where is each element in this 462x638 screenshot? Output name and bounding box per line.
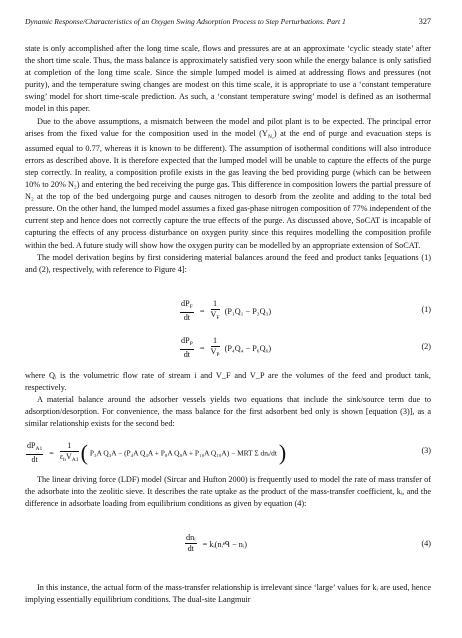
eq2-lhs: $\frac{dP_P}{dt}$ xyxy=(181,336,193,359)
running-header xyxy=(25,17,431,26)
body-text-bottom xyxy=(25,582,431,606)
eq1-coef: $\frac{1}{V_F}$ xyxy=(210,299,220,321)
eq2-number: (2) xyxy=(421,342,431,351)
paragraph-2 xyxy=(25,116,431,252)
eq3-coef: $\frac{1}{\varepsilon_bV_{A1}}$ xyxy=(59,441,79,463)
page-number: 327 xyxy=(418,17,431,26)
journal-page: Dynamic Response/Characteristics of an Oxygen Swing Adsorption Process to Step Perturbations. Part 1 327 state is only accomplished after the long time scale, flows and pressures are at an approximate ‘cyclic steady state’ after the short time scale. Thus, the mass balance is approximately satisfied very soon while the energy balance is only satisfied at completion of the long time scale. Since the simple lumped model is aimed at addressing flows and pressures (not purity), and the temperature swing changes are modest on this time scale, it is appropriate to use a ‘constant temperature swing’ model for short time-scale prediction. As such, a ‘constant temperature swing’ model is defined as an isothermal model in this paper. Due to the above assumptions, a mismatch between the model and pilot plant is to be expected. The principal error arises from the fixed value for the composition used in the model $(Y_{N_2})$ at the end of purge and evacuation steps is assumed equal to 0.77, whereas it is known to be different). The assumption of isothermal conditions will also introduce errors as described above. It is therefore expected that the lumped model will be unable to capture the effects of the purge step correctly. In reality, a composition profile exists in the gas leaving the bed providing purge (which can be between 10% to 20% N₂) and entering the bed receiving the purge gas. This difference in composition lowers the partial pressure of N₂ at the top of the bed undergoing purge and causes nitrogen to desorb from the zeolite and adding to the total bed pressure. On the other hand, the lumped model assumes a fixed gas-phase nitrogen composition of 77% independent of the current step and hence does not correctly capture the true effects of the purge. As discussed above, SoCAT is incapable of capturing the effects of any process disturbance on oxygen purity since this requires modelling the composition profile within the bed. A future study will show how the oxygen purity can be modelled by an appropriate extension of SoCAT. The model derivation begins by first considering material balances around the feed and product tanks [equations (1) and (2), respectively, with reference to Figure 4]: $\frac{dP_F}{dt}$ = $\frac{1}{V_F}$ (P₁Q₁ − P₃Q₃) (1) $\frac{dP_P}{dt}$ = $\frac{1}{V_P}$ (P₄Q₄ − P₆Q₆) (2) where Qᵢ is the volumetric flow rate of stream i and V_F and V_P are the volumes of the feed and product tank, respectively. A material balance around the adsorber vessels yields two equations that include the sink/source term due to adsorption/desorption. For convenience, the mass balance for the first adsorbent bed only is shown [equation (3)], as a similar relationship exists for the second bed: $\frac{dP_{A1}}{dt}$ = $\frac{1}{\varepsilon_bV_{A1}}$ ( P₃A Q₃A − (P₄A Q₄A + P₈A Q₈A + P₁₀A Q₁₀A) − MRT Σ dnᵢ/dt ) (3) The linear driving force (LDF) model (Sircar and Hufton 2000) is frequently used to model the rate of mass transfer of the adsorbate into the zeolitic sieve. It describes the rate uptake as the product of the mass-transfer coefficient, kᵢ, and the difference in adsorbate loading from equilibrium conditions as given by equation (4): $\frac{\text{dnᵢ}}{dt}$ = kᵢ(nᵢᵉᑫ − nᵢ) (4) In this instance, the actual form of the mass-transfer relationship is irrelevant since ‘large’ values for kᵢ are used, hence implying essentially equilibrium conditions. The dual-site Langmuir xyxy=(0,0,462,638)
eq1-lhs: $\frac{dP_F}{dt}$ xyxy=(181,299,193,322)
paragraph-2-subscript: N₂ xyxy=(267,133,274,140)
eq4-rhs: = kᵢ(nᵢᵉᑫ − nᵢ) xyxy=(202,539,247,549)
paragraph-2-end: ) at the end of purge and evacuation steps is assumed equal to 0.77, whereas it is known to be different). The assumption of isothermal conditions will also introduce errors as described above. It is therefore expected that the lumped model will be unable to capture the effects of the purge step correctly. In reality, a composition profile exists in the gas leaving the bed providing purge (which can be between 10% to 20% N₂) and entering the bed receiving the purge gas. This difference in composition lowers the partial pressure of N₂ at the top of the bed undergoing purge and causes nitrogen to desorb from the zeolite and adding to the total bed pressure. On the other hand, the lumped model assumes a fixed gas-phase nitrogen composition of 77% independent of the current step and hence does not correctly capture the true effects of the purge. As discussed above, SoCAT is incapable of capturing the effects of any process disturbance on oxygen purity since this requires modelling the composition profile within the bed. A future study will show how the oxygen purity can be modelled by an appropriate extension of SoCAT. xyxy=(25,128,431,250)
paragraph-7: In this instance, the actual form of the mass-transfer relationship is irrelevant since ‘large’ values for kᵢ are used, hence implying essentially equilibrium conditions. The dual-site Langmuir xyxy=(25,583,431,605)
body-text-top xyxy=(25,43,431,276)
eq1-body: (P₁Q₁ − P₃Q₃) xyxy=(224,306,272,316)
paragraph-6: The linear driving force (LDF) model (Sircar and Hufton 2000) is frequently used to model the rate of mass transfer of the adsorbate into the zeolitic sieve. It describes the rate uptake as the product of the mass-transfer coefficient, kᵢ, and the difference in adsorbate loading from equilibrium conditions as given by equation (4): xyxy=(25,475,431,509)
eq2-body: (P₄Q₄ − P₆Q₆) xyxy=(224,343,272,353)
eq1-number: (1) xyxy=(421,305,431,314)
eq3-body: P₃A Q₃A − (P₄A Q₄A + P₈A Q₈A + P₁₀A Q₁₀A) − MRT Σ dnᵢ/dt xyxy=(89,448,277,458)
running-title: Dynamic Response/Characteristics of an Oxygen Swing Adsorption Process to Step Perturbations. Part 1 xyxy=(25,17,346,26)
eq3-number: (3) xyxy=(421,446,431,455)
paragraph-3: The model derivation begins by first considering material balances around the feed and product tanks [equations (1) and (2), respectively, with reference to Figure 4]: xyxy=(25,252,431,274)
eq4-number: (4) xyxy=(421,539,431,548)
paragraph-4: where Qᵢ is the volumetric flow rate of stream i and V_F and V_P are the volumes of the feed and product tank, respectively. xyxy=(25,371,431,393)
paragraph-2-start: Due to the above assumptions, a mismatch between the model and pilot plant is to be expected. The principal error arises from the fixed value for the composition used in the model (Y xyxy=(25,116,431,138)
paragraph-1: state is only accomplished after the long time scale, flows and pressures are at an approximate ‘cyclic steady state’ after the short time scale. Thus, the mass balance is approximately satisfied very soon while the energy balance is only satisfied at completion of the long time scale. Since the simple lumped model is aimed at addressing flows and pressures (not purity), and the temperature swing changes are modest on this time scale, it is appropriate to use a ‘constant temperature swing’ model for short time-scale prediction. As such, a ‘constant temperature swing’ model is defined as an isothermal model in this paper. xyxy=(25,44,431,114)
body-text-middle xyxy=(25,370,431,430)
eq3-lhs: $\frac{dP_{A1}}{dt}$ xyxy=(27,441,43,464)
eq2-coef: $\frac{1}{V_P}$ xyxy=(210,336,220,358)
body-text-lower xyxy=(25,474,431,510)
paragraph-5: A material balance around the adsorber vessels yields two equations that include the sink/source term due to adsorption/desorption. For convenience, the mass balance for the first adsorbent bed only is shown [equation (3)], as a similar relationship exists for the second bed: xyxy=(25,395,431,429)
eq4-lhs: $\frac{\text{dnᵢ}}{dt}$ xyxy=(186,533,196,553)
